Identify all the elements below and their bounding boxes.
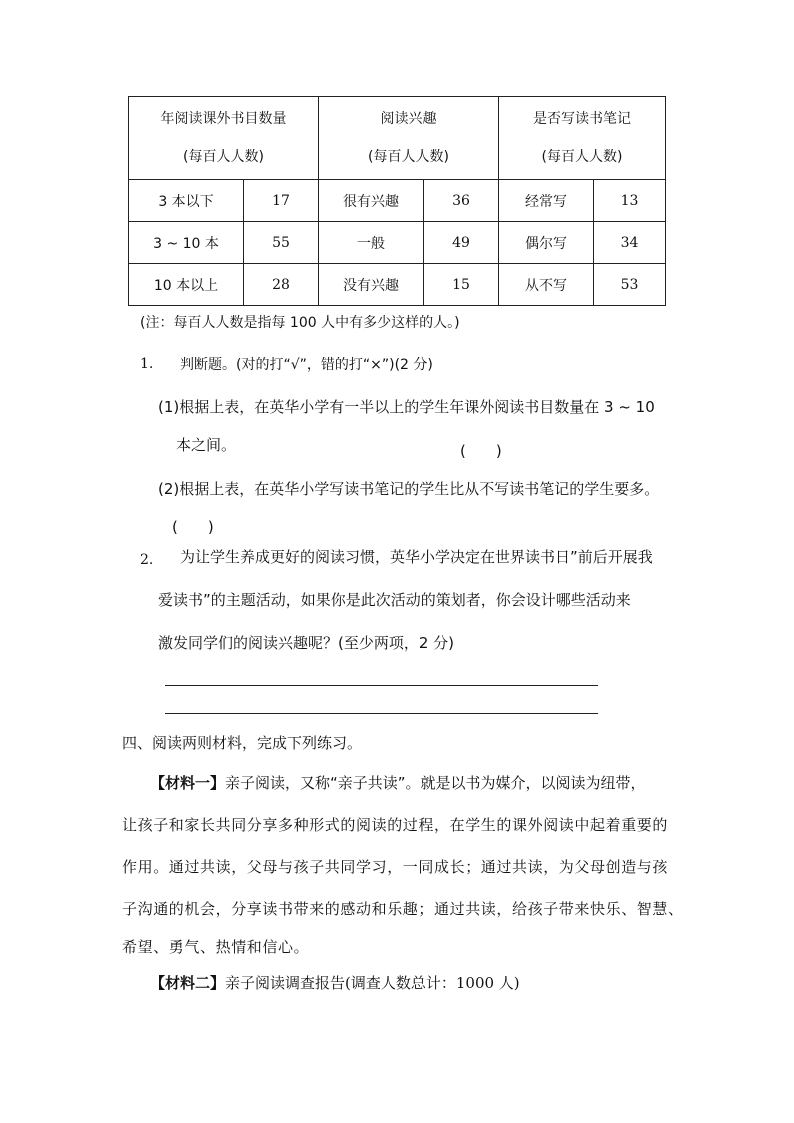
material-2-line xyxy=(150,972,520,993)
table-cell: 53 xyxy=(594,264,666,306)
q2-line-3: 激发同学们的阅读兴趣呢？(至少两项，2 分) xyxy=(158,634,455,652)
header-title: 是否写读书笔记 xyxy=(533,111,631,127)
table-cell: 28 xyxy=(244,264,319,306)
answer-line-2[interactable] xyxy=(165,713,598,714)
table-cell: 一般 xyxy=(319,222,424,264)
answer-line-1[interactable] xyxy=(165,685,598,686)
q1-statement-1-line-2: 本之间。 xyxy=(176,436,237,454)
material-1-line-2: 让孩子和家长共同分享多种形式的阅读的过程，在学生的课外阅读中起着重要的 xyxy=(122,816,669,834)
material-2-label: 【材料二】 xyxy=(150,974,226,992)
q2-number: 2. xyxy=(140,552,154,568)
table-row xyxy=(129,264,666,306)
q1-number: 1. xyxy=(140,356,154,372)
q1-statement-1-line-1: (1)根据上表，在英华小学有一半以上的学生年课外阅读书目数量在 3 ~ 10 xyxy=(158,398,655,416)
table-row xyxy=(129,222,666,264)
table-cell: 17 xyxy=(244,180,319,222)
table-cell: 13 xyxy=(594,180,666,222)
table-cell: 没有兴趣 xyxy=(319,264,424,306)
header-books-count xyxy=(129,97,319,180)
header-reading-notes xyxy=(499,97,666,180)
q1-statement-2-line-1: (2)根据上表，在英华小学写读书笔记的学生比从不写读书笔记的学生要多。 xyxy=(158,480,660,498)
table-cell: 经常写 xyxy=(499,180,594,222)
material-1-label: 【材料一】 xyxy=(150,774,226,792)
section-4-heading: 四、阅读两则材料，完成下列练习。 xyxy=(122,734,363,752)
q1-prompt: 判断题。(对的打“√”，错的打“×”)(2 分) xyxy=(180,357,433,373)
table-cell: 15 xyxy=(424,264,499,306)
header-sub: (每百人人数) xyxy=(368,149,449,165)
header-reading-interest xyxy=(319,97,499,180)
table-cell: 34 xyxy=(594,222,666,264)
material-1-line-4: 子沟通的机会，分享读书带来的感动和乐趣；通过共读，给孩子带来快乐、智慧、 xyxy=(122,900,684,918)
q1-answer-blank-1[interactable]: ( ) xyxy=(460,442,502,460)
header-sub: (每百人人数) xyxy=(183,149,264,165)
material-1-first-line xyxy=(150,772,646,793)
table-cell: 很有兴趣 xyxy=(319,180,424,222)
material-1-text: 亲子阅读，又称“亲子共读”。就是以书为媒介，以阅读为纽带， xyxy=(225,774,646,792)
table-cell: 3 ~ 10 本 xyxy=(129,222,244,264)
table-cell: 36 xyxy=(424,180,499,222)
header-title: 阅读兴趣 xyxy=(380,111,437,127)
material-1-line-3: 作用。通过共读，父母与孩子共同学习，一同成长；通过共读，为父母创造与孩 xyxy=(122,858,669,876)
material-2-text: 亲子阅读调查报告(调查人数总计：1000 人) xyxy=(225,974,520,992)
survey-table xyxy=(128,96,666,306)
q2-line-1: 为让学生养成更好的阅读习惯，英华小学决定在世界读书日”前后开展我 xyxy=(180,548,653,566)
q2-line-2: 爱读书”的主题活动，如果你是此次活动的策划者，你会设计哪些活动来 xyxy=(158,591,631,609)
table-header-row xyxy=(129,97,666,180)
header-title: 年阅读课外书目数量 xyxy=(160,111,287,127)
table-cell: 10 本以上 xyxy=(129,264,244,306)
table-cell: 49 xyxy=(424,222,499,264)
table-cell: 偶尔写 xyxy=(499,222,594,264)
q1-answer-blank-2[interactable]: ( ) xyxy=(172,518,214,536)
table-cell: 55 xyxy=(244,222,319,264)
table-cell: 3 本以下 xyxy=(129,180,244,222)
material-1-line-5: 希望、勇气、热情和信心。 xyxy=(122,938,310,956)
header-sub: (每百人人数) xyxy=(541,149,623,165)
table-cell: 从不写 xyxy=(499,264,594,306)
table-note: (注：每百人人数是指每 100 人中有多少这样的人。) xyxy=(140,315,460,331)
table-row xyxy=(129,180,666,222)
